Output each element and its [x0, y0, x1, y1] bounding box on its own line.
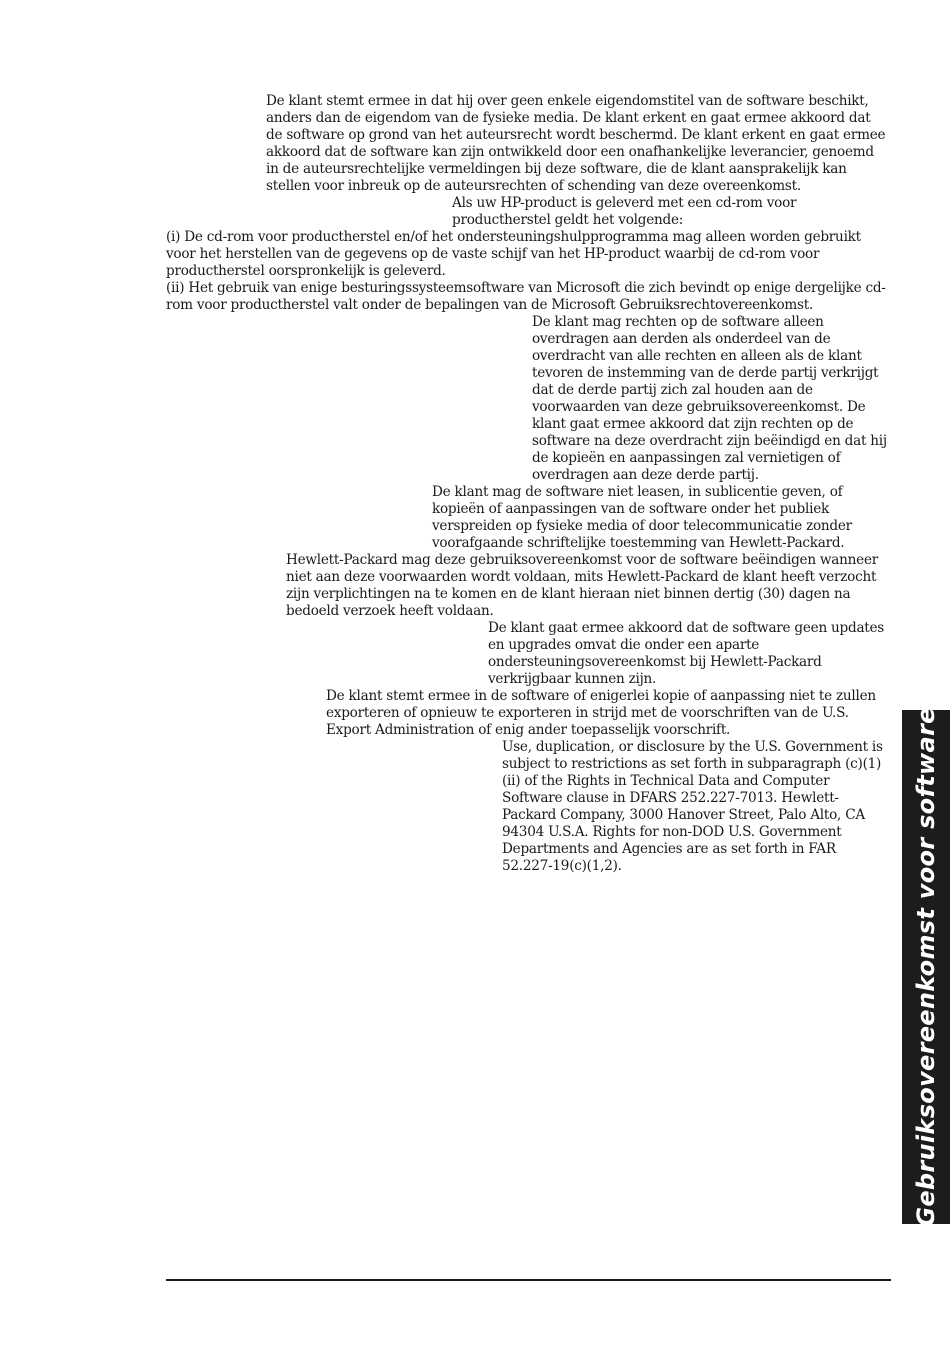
paragraph-transfer-of-rights: De klant mag rechten op de software alleen overdragen aan derden als onderdeel van de overdracht van alle rechten en alleen als de klant tevoren de instemming van de derde partij verkrijgt dat de derde partij zich zal houden aan de voorwaarden van deze gebruiksovereenkomst. De klant gaat ermee akkoord dat zijn rechten op de software na deze overdracht zijn beëindigd en dat hij de kopieën en aanpassingen zal vernietigen of overdragen aan deze derde partij. [532, 314, 887, 483]
paragraph-recovery-cd-intro: Als uw HP-product is geleverd met een cd-rom voor productherstel geldt het volgende: [452, 195, 797, 228]
license-text-block [166, 93, 890, 875]
paragraph-us-government-rights: Use, duplication, or disclosure by the U.S. Government is subject to restrictions as set forth in subparagraph (c)(1)(ii) of the Rights in Technical Data and Computer Software clause in DFARS 252.227-7013. Hewlett-Packard Company, 3000 Hanover Street, Palo Alto, CA 94304 U.S.A. Rights for non-DOD U.S. Government Departments and Agencies are as set forth in FAR 52.227-19(c)(1,2). [502, 739, 883, 874]
chapter-side-tab-label: Gebruiksovereenkomst voor software [912, 707, 940, 1227]
paragraph-termination: Hewlett-Packard mag deze gebruiksovereenkomst voor de software beëindigen wanneer niet aan deze voorwaarden wordt voldaan, mits Hewlett-Packard de klant heeft verzocht zijn verplichtingen na te komen en de klant hieraan niet binnen dertig (30) dagen na bedoeld verzoek heeft voldaan. [286, 552, 878, 619]
paragraph-ownership: De klant stemt ermee in dat hij over geen enkele eigendomstitel van de software beschikt, anders dan de eigendom van de fysieke media. De klant erkent en gaat ermee akkoord dat de software op grond van het auteursrecht wordt beschermd. De klant erkent en gaat ermee akkoord dat de software kan zijn ontwikkeld door een onafhankelijke leverancier, genoemd in de auteursrechtelijke vermeldingen bij deze software, die de klant aansprakelijk kan stellen voor inbreuk op de auteursrechten of schending van deze overeenkomst. [266, 93, 886, 194]
paragraph-export: De klant stemt ermee in de software of enigerlei kopie of aanpassing niet te zullen exporteren of opnieuw te exporteren in strijd met de voorschriften van de U.S. Export Administration of enig ander toepasselijk voorschrift. [326, 688, 876, 738]
paragraph-updates-upgrades: De klant gaat ermee akkoord dat de software geen updates en upgrades omvat die onder een aparte ondersteuningsovereenkomst bij Hewlett-Packard verkrijgbaar kunnen zijn. [488, 620, 885, 687]
paragraph-recovery-cd-item-i: (i) De cd-rom voor productherstel en/of het ondersteuningshulpprogramma mag alleen worden gebruikt voor het herstellen van de gegevens op de vaste schijf van het HP-product waarbij de cd-rom voor productherstel oorspronkelijk is geleverd. [166, 229, 861, 279]
chapter-side-tab [902, 707, 950, 1227]
paragraph-recovery-cd-item-ii: (ii) Het gebruik van enige besturingssysteemsoftware van Microsoft die zich bevindt op enige dergelijke cd-rom voor productherstel valt onder de bepalingen van de Microsoft Gebruiksrechtovereenkomst. [166, 280, 886, 313]
footer-divider [166, 1279, 891, 1281]
paragraph-sublicensing: De klant mag de software niet leasen, in sublicentie geven, of kopieën of aanpassingen van de software onder het publiek verspreiden op fysieke media of door telecommunicatie zonder voorafgaande schriftelijke toestemming van Hewlett-Packard. [432, 484, 852, 551]
